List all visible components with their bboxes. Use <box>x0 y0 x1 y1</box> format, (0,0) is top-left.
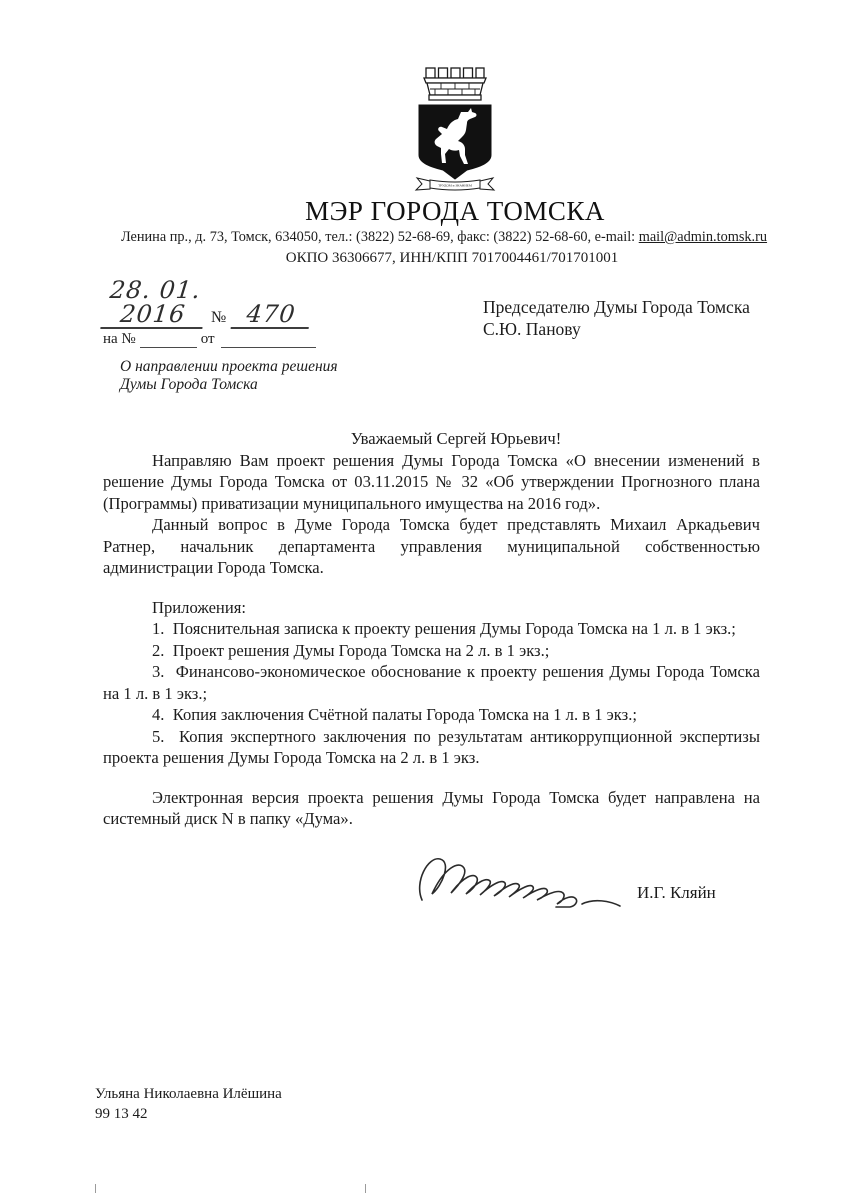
paragraph-2: Данный вопрос в Думе Города Томска будет представлять Михаил Аркадьевич Ратнер, начальник департамента управления муниципальной собственностью администрации Города Томска. <box>103 515 760 577</box>
recipient-name: С.Ю. Панову <box>483 319 581 339</box>
number-sign: № <box>211 309 227 326</box>
on-number-blank <box>140 333 197 348</box>
subject-line1: О направлении проекта решения <box>120 358 338 375</box>
attachment-item: 5. Копия экспертного заключения по результатам антикоррупционной экспертизы проекта решения Думы Города Томска на 2 л. в 1 экз. <box>103 726 760 767</box>
attachment-item: 1. Пояснительная записка к проекту решения Думы Города Томска на 1 л. в 1 экз.; <box>152 619 736 638</box>
recipient-title: Председателю Думы Города Томска <box>483 297 750 317</box>
reference-block <box>103 278 393 348</box>
paragraph-3: Электронная версия проекта решения Думы Города Томска будет направлена на системный диск N в папку «Дума». <box>103 787 760 828</box>
reference-row-date <box>103 278 393 329</box>
org-address-line <box>40 229 848 246</box>
scan-artifact <box>365 1184 366 1193</box>
executor-phone: 99 13 42 <box>95 1105 148 1122</box>
letter-body <box>103 428 760 830</box>
signer-name: И.Г. Кляйн <box>637 883 716 902</box>
tomsk-coat-of-arms-icon <box>405 66 505 198</box>
on-number-label: на № <box>103 331 136 347</box>
org-email-link[interactable]: mail@admin.tomsk.ru <box>638 229 768 245</box>
scan-artifact <box>95 1184 96 1193</box>
mural-crown-icon <box>424 68 486 100</box>
from-label: от <box>200 331 215 347</box>
paragraph-1: Направляю Вам проект решения Думы Города Томска «О внесении изменений в решение Думы Города Томска от 03.11.2015 № 32 «Об утверждении Прогнозного плана (Программы) приватизации муниципального имущества на 2016 год». <box>103 450 760 513</box>
from-blank <box>221 333 316 348</box>
handwritten-date: 28. 01. 2016 <box>100 278 207 329</box>
attachment-item: 4. Копия заключения Счётной палаты Города Томска на 1 л. в 1 экз.; <box>152 705 637 724</box>
attachments-title: Приложения: <box>152 597 246 617</box>
org-address-text: Ленина пр., д. 73, Томск, 634050, тел.: (3822) 52-68-69, факс: (3822) 52-68-60, e-mail: <box>120 229 639 245</box>
subject-block <box>120 358 338 393</box>
executor-block <box>95 1085 282 1124</box>
reference-row-reply <box>103 331 393 348</box>
salutation: Уважаемый Сергей Юрьевич! <box>350 429 562 448</box>
signature-scrawl-icon <box>412 848 647 918</box>
subject-line2: Думы Города Томска <box>120 375 258 393</box>
org-name: МЭР ГОРОДА ТОМСКА <box>305 196 605 226</box>
attachment-item: 2. Проект решения Думы Города Томска на 2 л. в 1 экз.; <box>152 640 550 660</box>
handwritten-number: 470 <box>231 302 312 329</box>
attachment-item: 3. Финансово-экономическое обоснование к проекту решения Думы Города Томска на 1 л. в 1 экз.; <box>103 662 760 703</box>
org-codes-line: ОКПО 36306677, ИНН/КПП 7017004461/701701001 <box>285 250 619 266</box>
recipient-block <box>483 296 750 340</box>
motto-text: ТРУДОМ и ЗНАНИЕМ <box>438 183 472 188</box>
executor-name: Ульяна Николаевна Илёшина <box>95 1086 282 1102</box>
